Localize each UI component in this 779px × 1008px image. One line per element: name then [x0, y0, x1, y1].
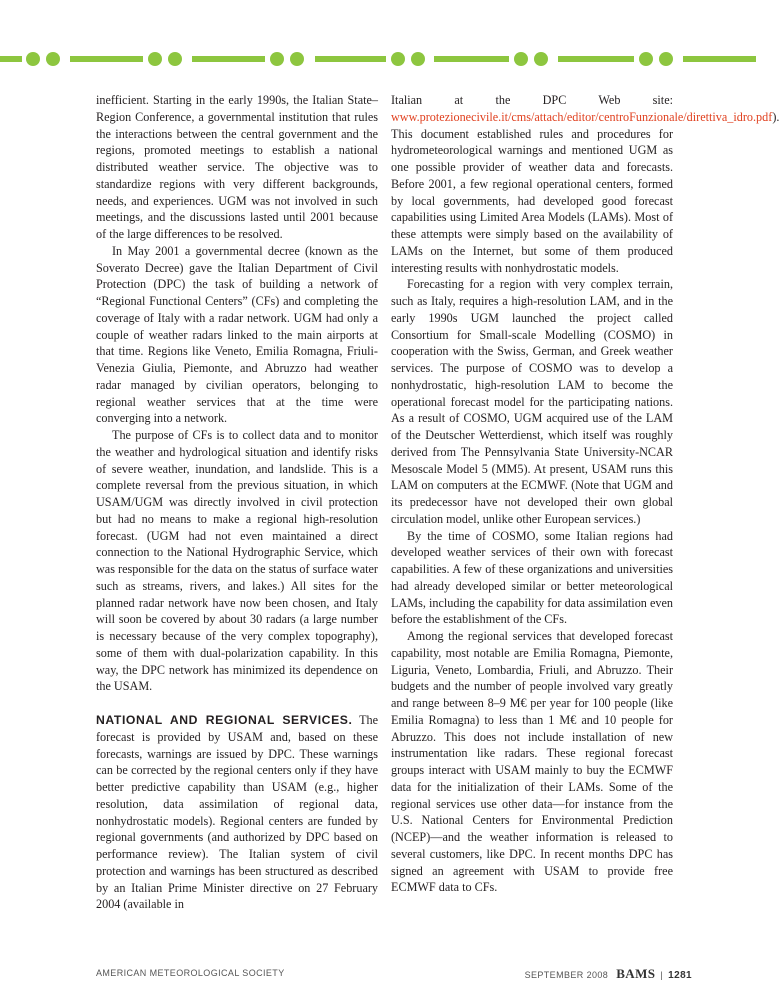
band-dash [192, 56, 265, 62]
band-dash [683, 56, 756, 62]
society-name: AMERICAN METEOROLOGICAL SOCIETY [96, 968, 285, 978]
band-dot [26, 52, 40, 66]
paragraph: The purpose of CFs is to collect data and to monitor the weather and hydrological situation and identify risks of severe weather, inundation, and landslide. This is a complete reversal from the previous situation, in which USAM/UGM was directly involved in civil protection but had no means to make a regional high-resolution forecast. (UGM had not even maintained a direct connection to the National Hydrographic Service, which was responsible for the data on the status of surface water such as streams, rivers, and lakes.) All sites for the planned radar network have now been chosen, and Italy will soon be covered by about 30 radars (a large number is necessary because of the very complex topography), some of them with dual-polarization capability. In this way, the DPC network has minimized its dependence on the USAM. [96, 428, 378, 694]
page-number: 1281 [668, 970, 692, 981]
paragraph: Forecasting for a region with very complex terrain, such as Italy, requires a high-resolution LAM, and in the early 1990s UGM launched the project called Consortium for Small-scale Modelling (COSMO) in cooperation with the Swiss, German, and Greek weather services. The purpose of COSMO was to develop a nonhydrostatic, high-resolution LAM to become the operational forecast model for the participating nations. As a result of COSMO, UGM acquired use of the LAM of the Deutscher Wetterdienst, which itself was roughly derived from The Pennsylvania State University-NCAR Mesoscale Model 5 (MM5). At present, USAM runs this LAM on computers at the ECMWF. (Note that UGM and its predecessor have not developed their own global circulation model, unlike other European services.) [391, 277, 673, 526]
band-dot [659, 52, 673, 66]
dpc-web-link[interactable]: www.protezionecivile.it/cms/attach/editor/centroFunzionale/direttiva_idro.pdf [391, 109, 773, 124]
band-dash [434, 56, 509, 62]
band-dot [391, 52, 405, 66]
right-column [391, 92, 779, 896]
band-dot [270, 52, 284, 66]
footer-right [525, 966, 692, 982]
issue-date: SEPTEMBER 2008 [524, 970, 609, 980]
paragraph: By the time of COSMO, some Italian regions had developed weather services of their own with forecast capabilities. A few of these organizations and universities had already developed similar or better meteorological LAMs, including the capability for data assimilation even before the establishment of the CFs. [391, 528, 673, 627]
band-dot [168, 52, 182, 66]
band-dash [558, 56, 634, 62]
band-dash [315, 56, 386, 62]
band-dot [290, 52, 304, 66]
paragraph: In May 2001 a governmental decree (known as the Soverato Decree) gave the Italian Department of Civil Protection (DPC) the task of building a network of “Regional Functional Centers” (CFs) and completing the coverage of Italy with a radar network. UGM had only a couple of weather radars linked to the main airports at that time. Regions like Veneto, Emilia Romagna, Friuli-Venezia Giulia, Piemonte, and Abruzzo had weather radar managed by civilian operators, belonging to regional weather services that at the time were converging into a network. [96, 243, 378, 426]
left-column [96, 92, 378, 913]
band-dot [534, 52, 548, 66]
section-heading: NATIONAL AND REGIONAL SERVICES. [96, 713, 353, 727]
band-dot [46, 52, 60, 66]
section-paragraph [96, 712, 378, 913]
band-dot [411, 52, 425, 66]
journal-logo: BAMS [616, 966, 656, 981]
paragraph [391, 92, 779, 276]
decorative-header-band [0, 48, 756, 70]
paragraph-text: Italian at the DPC Web site: [391, 93, 673, 107]
band-pattern [0, 52, 756, 66]
paragraph: Among the regional services that developed forecast capability, most notable are Emilia Romagna, Piemonte, Liguria, Veneto, Lombardia, Friuli, and Abruzzo. Their budgets and the number of people involved vary greatly and range between 8–9 M€ per year for 100 people (like Emilia Romagna) to less than 1 M€ and 10 people for Abruzzo. This does not include installation of new instrumentation like radars. These regional forecast groups interact with USAM mainly to buy the ECMWF data for the initialization of their LAMs. Some of the regional services use other data—for instance from the U.S. National Centers for Environmental Prediction (NCEP)—and the weather information is released to several customers, like DPC. In recent months DPC has signed an agreement with USAM to provide free ECMWF data to CFs. [391, 629, 673, 895]
band-dash [0, 56, 22, 62]
paragraph-text: ). This document established rules and procedures for hydrometeorological warnings and mentioned UGM as one possible provider of weather data and forecasts. Before 2001, a few regional operational centers, formed by local governments, had developed good forecast capabilities using Limited Area Models (LAMs). Most of these attempts were simply based on the availability of LAMs on the Internet, but some of them produced interesting results with nonhydrostatic models. [391, 109, 779, 275]
paragraph: inefficient. Starting in the early 1990s, the Italian State–Region Conference, a governmental institution that rules the interactions between the central government and the regions, promoted meetings to establish a national distributed weather service. The objective was to standardize regions with very different backgrounds, needs, and experiences. UGM was not involved in such meetings, and the discussions lasted until 2001 because of the large differences to be resolved. [96, 93, 378, 241]
band-dot [148, 52, 162, 66]
band-dot [514, 52, 528, 66]
paragraph-text: The forecast is provided by USAM and, based on these forecasts, warnings are issued by DPC. These warnings can be corrected by the regional centers only if they have better predictive capability than USAM (e.g., higher resolution, data assimilation of regional data, nonhydrostatic models). Regional centers are funded by regional governments (and authorized by DPC based on performance review). The Italian system of civil protection and warnings has been structured as described by an Italian Prime Minister directive on 27 February 2004 (available in [96, 713, 379, 912]
band-dot [639, 52, 653, 66]
band-dash [70, 56, 143, 62]
separator: | [660, 970, 664, 980]
